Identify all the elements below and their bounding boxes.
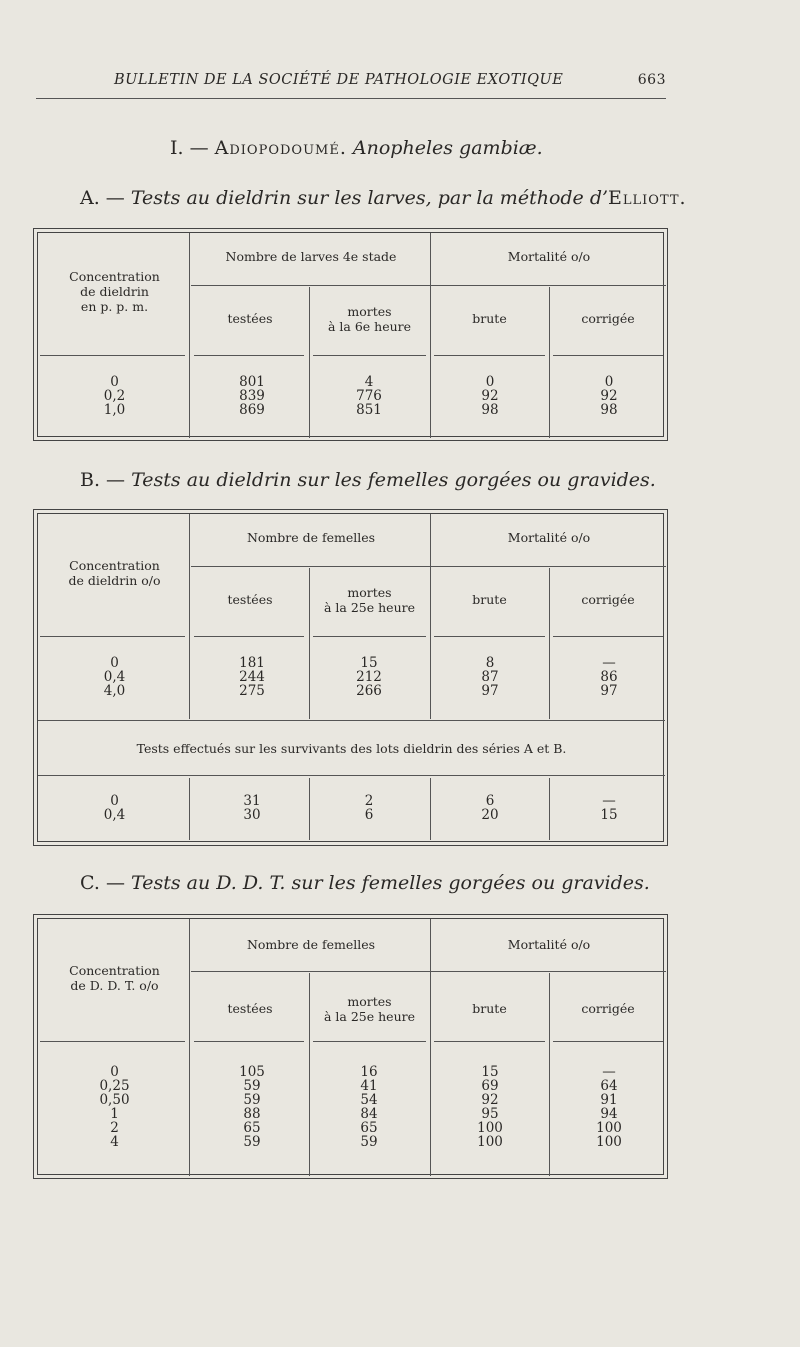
- col-tested: 181 244 275: [239, 655, 265, 699]
- col-dead: 4 776 851: [356, 374, 382, 418]
- subsection-title: Tests au dieldrin sur les larves, par la méthode d’: [130, 187, 609, 209]
- header-corrected: corrigée: [581, 1001, 635, 1016]
- col-dead: 15 212 266: [356, 655, 382, 699]
- section-number: I. —: [170, 137, 209, 159]
- subsection-title: Tests au D. D. T. sur les femelles gorgées ou gravides.: [131, 872, 650, 894]
- col-concentration: 0 0,2 1,0: [103, 374, 126, 418]
- col-concentration: 0 0,4 4,0: [103, 655, 126, 699]
- header-mortality-group: Mortalité o/o: [507, 249, 591, 264]
- header-tested: testées: [227, 311, 273, 326]
- table-c: [33, 914, 668, 1179]
- col-dead: 16 41 54 84 65 59: [360, 1064, 378, 1150]
- col-concentration: 0 0,25 0,50 1 2 4: [99, 1064, 130, 1150]
- header-mortality-group: Mortalité o/o: [507, 530, 591, 545]
- section-place: Adiopodoumé.: [214, 137, 347, 159]
- col-corrected: — 86 97: [600, 655, 618, 699]
- col-raw: 8 87 97: [481, 655, 499, 699]
- section-heading-1: [170, 137, 543, 159]
- header-raw: brute: [472, 1001, 507, 1016]
- subsection-label: A. —: [80, 187, 125, 209]
- header-dead: mortes à la 25e heure: [324, 585, 415, 615]
- header-tested: testées: [227, 1001, 273, 1016]
- subsection-heading-c: [80, 872, 650, 894]
- header-tested: testées: [227, 592, 273, 607]
- header-dead: mortes à la 25e heure: [324, 994, 415, 1024]
- journal-title: BULLETIN DE LA SOCIÉTÉ DE PATHOLOGIE EXOTIQUE: [114, 72, 564, 88]
- col-raw-2: 6 20: [481, 793, 499, 823]
- section-species: Anopheles gambiæ.: [352, 137, 543, 159]
- header-count-group: Nombre de femelles: [246, 937, 376, 952]
- subsection-label: B. —: [80, 469, 126, 491]
- header-count-group: Nombre de larves 4e stade: [225, 249, 397, 264]
- header-dead: mortes à la 6e heure: [327, 304, 412, 334]
- running-header: [36, 70, 666, 99]
- subsection-author: Elliott.: [608, 187, 687, 209]
- col-concentration-2: 0 0,4: [103, 793, 126, 823]
- col-corrected-2: — 15: [600, 793, 618, 823]
- page-number: 663: [637, 72, 666, 88]
- header-concentration: Concentration de D. D. T. o/o: [69, 963, 160, 993]
- subsection-heading-a: [80, 187, 687, 209]
- header-count-group: Nombre de femelles: [246, 530, 376, 545]
- header-raw: brute: [472, 592, 507, 607]
- subsection-label: C. —: [80, 872, 125, 894]
- col-dead-2: 2 6: [364, 793, 374, 823]
- col-corrected: — 64 91 94 100 100: [596, 1064, 622, 1150]
- subsection-title: Tests au dieldrin sur les femelles gorgées ou gravides.: [131, 469, 656, 491]
- table-note: Tests effectués sur les survivants des lots dieldrin des séries A et B.: [136, 741, 567, 756]
- col-tested: 801 839 869: [239, 374, 265, 418]
- header-concentration: Concentration de dieldrin en p. p. m.: [69, 269, 160, 314]
- header-corrected: corrigée: [581, 311, 635, 326]
- col-raw: 15 69 92 95 100 100: [477, 1064, 503, 1150]
- col-corrected: 0 92 98: [600, 374, 618, 418]
- col-raw: 0 92 98: [481, 374, 499, 418]
- header-raw: brute: [472, 311, 507, 326]
- header-concentration: Concentration de dieldrin o/o: [68, 558, 161, 588]
- header-corrected: corrigée: [581, 592, 635, 607]
- table-a: [33, 228, 668, 441]
- header-mortality-group: Mortalité o/o: [507, 937, 591, 952]
- table-b: [33, 509, 668, 846]
- col-tested: 105 59 59 88 65 59: [239, 1064, 265, 1150]
- col-tested-2: 31 30: [243, 793, 261, 823]
- subsection-heading-b: [80, 469, 656, 491]
